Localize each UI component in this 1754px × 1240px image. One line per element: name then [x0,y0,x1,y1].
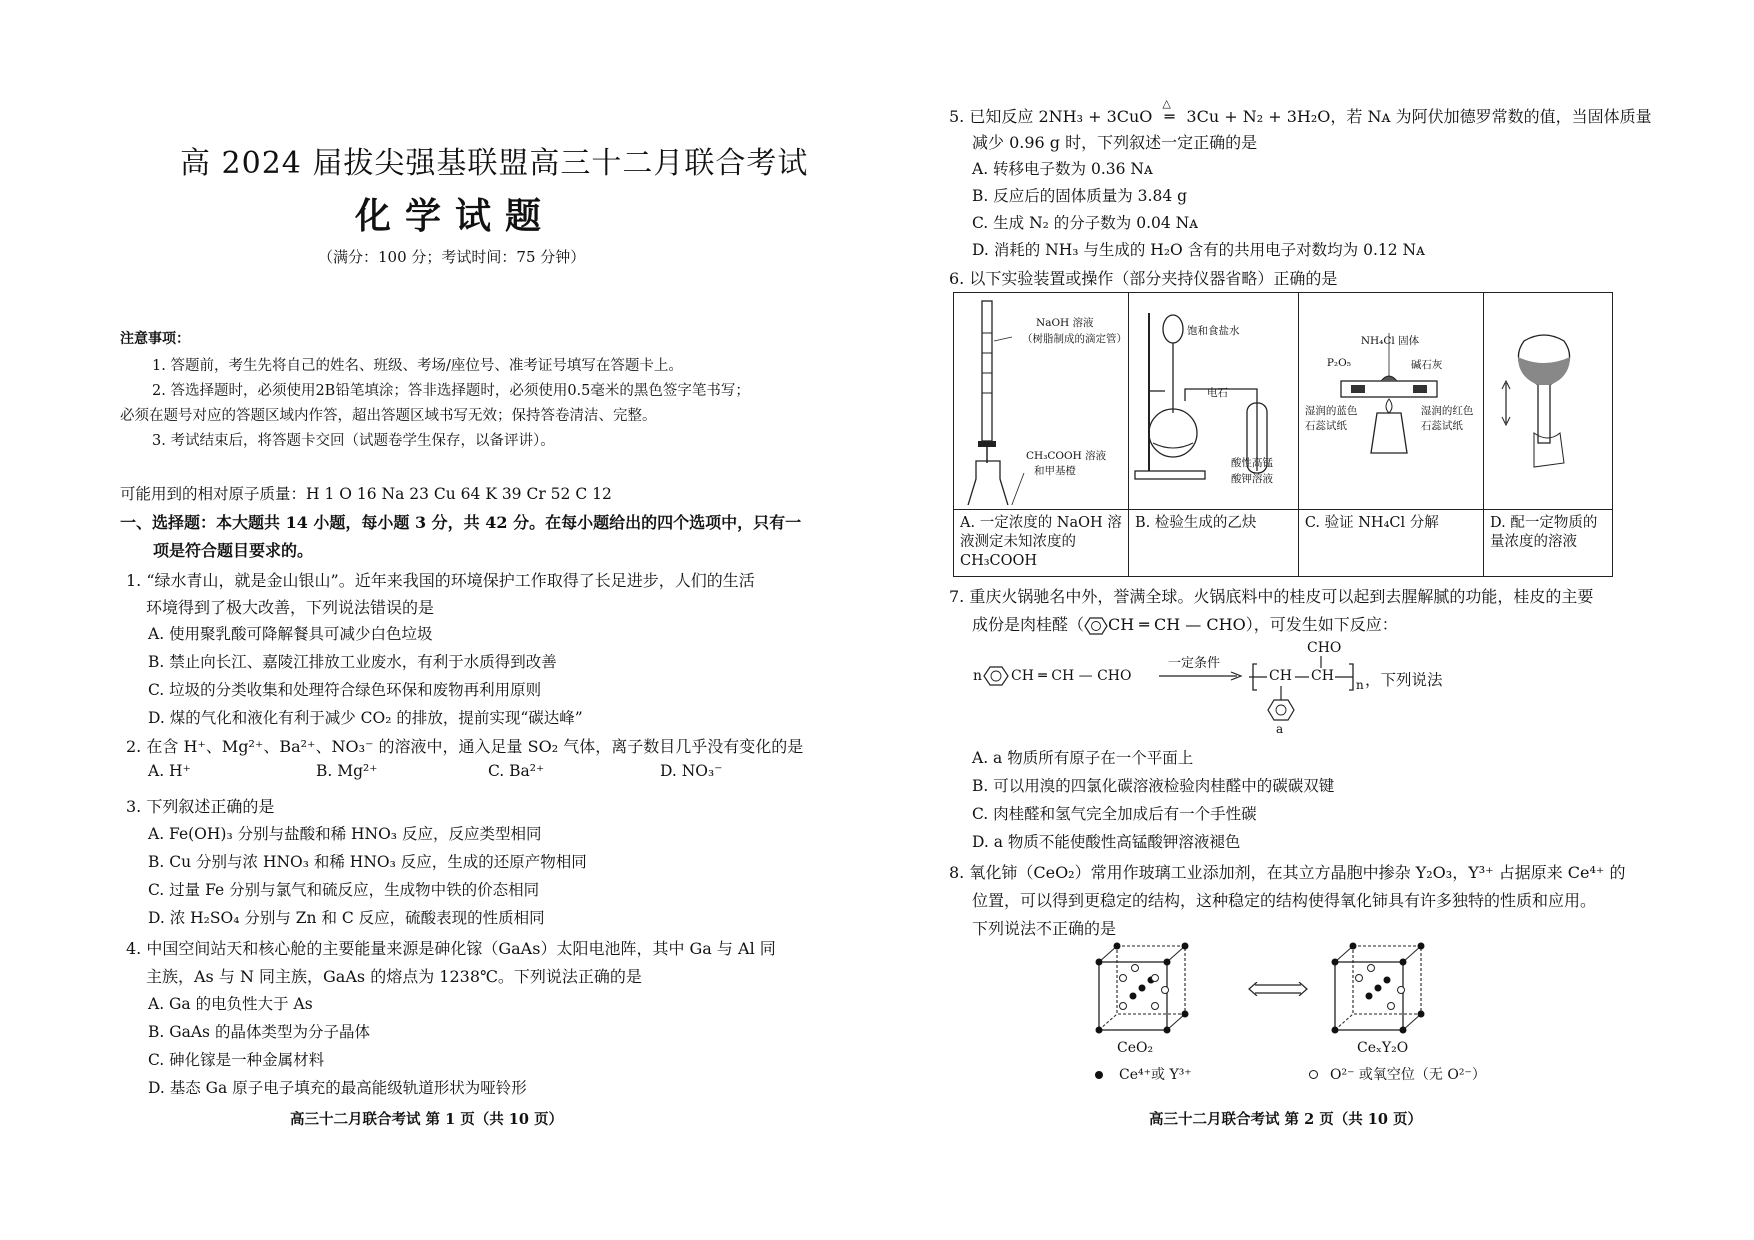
q5-stem [949,97,1652,127]
product-label: a [1276,722,1284,736]
q1-option-b: B. 禁止向长江、嘉陵江排放工业废水，有利于水质得到改善 [148,653,557,671]
page-footer: 高三十二月联合考试 第 1 页（共 10 页） [290,1111,564,1128]
section-heading: 一、选择题：本大题共 14 小题，每小题 3 分，共 42 分。在每小题给出的四个选项中，只有一 [120,513,802,532]
q2-option-c: C. Ba²⁺ [488,762,545,780]
q7-option-c: C. 肉桂醛和氢气完全加成后有一个手性碳 [972,805,1257,823]
apparatus-c [1298,293,1483,510]
q7-stem-part1: 成份是肉桂醛（ [972,615,1085,634]
label-p2o5: P₂O₅ [1326,357,1351,369]
caption-d: D. 配一定物质的量浓度的溶液 [1484,510,1613,577]
q1-option-a: A. 使用聚乳酸可降解餐具可减少白色垃圾 [148,625,433,643]
cell-label-doped: CeₓY₂O [1357,1040,1409,1056]
polymer-structure [1249,642,1419,738]
caption-c: C. 验证 NH₄Cl 分解 [1298,510,1483,577]
q8-stem: 8. 氧化铈（CeO₂）常用作玻璃工业添加剂，在其立方晶胞中掺杂 Y₂O₃，Y³⁺ 占据原来 Ce⁴⁺ 的 [949,863,1626,882]
score-line: （满分：100 分；考试时间：75 分钟） [318,248,586,266]
label-brine: 饱和食盐水 [1186,325,1240,337]
q4-option-c: C. 砷化镓是一种金属材料 [148,1051,325,1069]
atomic-masses: 可能用到的相对原子质量：H 1 O 16 Na 23 Cu 64 K 39 Cr 52 C 12 [120,485,612,503]
label-indicator: 和甲基橙 [1034,465,1076,477]
caption-a: A. 一定浓度的 NaOH 溶液测定未知浓度的 CH₃COOH [954,510,1129,577]
reactant-chain: CH ═ CH — CHO [1011,668,1132,684]
notice-item: 必须在题号对应的答题区域内作答，超出答题区域书写无效；保持答卷清洁、完整。 [120,408,657,424]
q1-option-c: C. 垃圾的分类收集和处理符合绿色环保和废物再利用原则 [148,681,542,699]
q7-stem-cont [972,612,1398,635]
right-page [877,0,1754,1240]
label-carbide: 电石 [1206,387,1228,399]
caption-b: B. 检验生成的乙炔 [1128,510,1298,577]
q1-stem-cont: 环境得到了极大改善，下列说法错误的是 [146,598,435,617]
q7-stem-part2: CH ═ CH — CHO），可发生如下反应： [1108,615,1398,634]
q4-option-b: B. GaAs 的晶体类型为分子晶体 [148,1023,370,1041]
q6-stem: 6. 以下实验装置或操作（部分夹持仪器省略）正确的是 [949,269,1338,288]
q2-option-d: D. NO₃⁻ [660,762,723,780]
label-nh4cl: NH₄Cl 固体 [1360,335,1420,347]
label-blue-paper-cont: 石蕊试纸 [1304,420,1347,432]
q5-stem-part2: 3Cu + N₂ + 3H₂O，若 Nᴀ 为阿伏加德罗常数的值，当固体质量 [1186,107,1652,126]
notice-item: 1. 答题前，考生先将自己的姓名、班级、考场/座位号、准考证号填写在答题卡上。 [152,358,683,374]
apparatus-d [1484,293,1613,510]
page-footer: 高三十二月联合考试 第 2 页（共 10 页） [1149,1111,1423,1128]
double-arrow-icon [1247,982,1309,996]
q4-option-a: A. Ga 的电负性大于 As [148,995,313,1013]
q5-option-b: B. 反应后的固体质量为 3.84 g [972,187,1188,205]
cell-label-ceo2: CeO₂ [1117,1040,1154,1056]
legend-anion-label: O²⁻ 或氧空位（无 O²⁻） [1330,1067,1486,1083]
q7-reaction [973,640,1443,738]
q2-option-a: A. H⁺ [148,762,191,780]
heat-symbol: △ [1162,97,1171,110]
apparatus-a [954,293,1129,510]
label-red-paper-cont: 石蕊试纸 [1420,420,1463,432]
q3-option-d: D. 浓 H₂SO₄ 分别与 Zn 和 C 反应，硫酸表现的性质相同 [148,909,545,927]
reaction-condition: 一定条件 [1168,656,1221,671]
polymer-subscript: n [1356,678,1364,692]
exam-title: 高 2024 届拔尖强基联盟高三十二月联合考试 [180,146,809,181]
q4-option-d: D. 基态 Ga 原子电子填充的最高能级轨道形状为哑铃形 [148,1079,527,1097]
label-kmno4-cont: 酸钾溶液 [1230,473,1273,485]
q3-stem: 3. 下列叙述正确的是 [126,797,275,816]
ceo2-unit-cell [1093,940,1193,1036]
label-red-paper: 湿润的红色 [1420,405,1474,417]
label-kmno4: 酸性高锰 [1230,457,1273,469]
q4-stem: 4. 中国空间站天和核心舱的主要能量来源是砷化镓（GaAs）太阳电池阵，其中 Ga 与 Al 同 [126,939,776,958]
q3-option-a: A. Fe(OH)₃ 分别与盐酸和稀 HNO₃ 反应，反应类型相同 [148,825,542,843]
polymer-ch-2: CH [1311,668,1334,684]
label-naoh: NaOH 溶液 [1036,317,1094,329]
q7-stem: 7. 重庆火锅驰名中外，誉满全球。火锅底料中的桂皮可以起到去腥解腻的功能，桂皮的主要 [949,587,1594,606]
q1-stem: 1. “绿水青山，就是金山银山”。近年来我国的环境保护工作取得了长足进步，人们的生活 [126,571,755,590]
benzene-ring-icon [983,666,1009,686]
q8-stem-cont: 位置，可以得到更稳定的结构，这种稳定的结构使得氧化铈具有许多独特的性质和应用。 [972,891,1597,910]
q5-option-c: C. 生成 N₂ 的分子数为 0.04 Nᴀ [972,214,1198,232]
label-blue-paper: 湿润的蓝色 [1304,405,1358,417]
q2-stem: 2. 在含 H⁺、Mg²⁺、Ba²⁺、NO₃⁻ 的溶液中，通入足量 SO₂ 气体，离子数目几乎没有变化的是 [126,737,804,756]
reaction-arrow-icon [1159,670,1243,682]
notice-item: 2. 答选择题时，必须使用2B铅笔填涂；答非选择题时，必须使用0.5毫米的黑色签字笔书写； [152,383,750,399]
doped-unit-cell [1329,940,1429,1036]
q5-stem-part1: 5. 已知反应 2NH₃ + 3CuO [949,107,1153,126]
legend-cation [1095,1064,1192,1084]
q7-option-d: D. a 物质不能使酸性高锰酸钾溶液褪色 [972,833,1241,851]
q7-stem-tail: ，下列说法 [1365,671,1443,689]
filled-dot-icon [1095,1071,1103,1079]
q8-stem-cont2: 下列说法不正确的是 [972,919,1117,938]
q3-option-c: C. 过量 Fe 分别与氯气和硫反应，生成物中铁的价态相同 [148,881,540,899]
q2-option-b: B. Mg²⁺ [316,762,378,780]
q1-option-d: D. 煤的气化和液化有利于减少 CO₂ 的排放，提前实现“碳达峰” [148,709,583,727]
q7-option-b: B. 可以用溴的四氯化碳溶液检验肉桂醛中的碳碳双键 [972,777,1335,795]
q7-option-a: A. a 物质所有原子在一个平面上 [972,749,1194,767]
open-dot-icon [1309,1070,1318,1079]
q5-option-d: D. 消耗的 NH₃ 与生成的 H₂O 含有的共用电子对数均为 0.12 Nᴀ [972,241,1425,259]
notice-item: 3. 考试结束后，将答题卡交回（试题卷学生保存，以备评讲）。 [152,433,555,449]
notice-heading: 注意事项： [120,331,190,347]
nh4cl-figure [1299,293,1479,505]
heat-arrow: △ ═ [1162,97,1175,126]
legend-cation-label: Ce⁴⁺或 Y³⁺ [1119,1067,1192,1083]
volumetric-flask-figure [1484,293,1609,505]
q5-stem-cont: 减少 0.96 g 时，下列叙述一定正确的是 [972,133,1258,152]
polymer-ch-1: CH [1269,668,1292,684]
subject-title: 化学试题 [355,195,556,237]
label-acetic: CH₃COOH 溶液 [1026,450,1107,462]
benzene-ring-icon [1084,617,1108,635]
label-burette: （树脂制成的滴定管） [1022,333,1127,345]
q6-apparatus-table [953,292,1613,577]
q4-stem-cont: 主族，As 与 N 同主族，GaAs 的熔点为 1238℃。下列说法正确的是 [146,967,642,986]
legend-anion [1309,1064,1486,1084]
label-sodalime: 碱石灰 [1410,359,1443,371]
apparatus-b [1128,293,1298,510]
q5-option-a: A. 转移电子数为 0.36 Nᴀ [972,160,1153,178]
polymer-cho: CHO [1307,640,1342,656]
section-heading-cont: 项是符合题目要求的。 [153,541,314,560]
reaction-coefficient: n [973,668,983,684]
q3-option-b: B. Cu 分别与浓 HNO₃ 和稀 HNO₃ 反应，生成的还原产物相同 [148,853,587,871]
